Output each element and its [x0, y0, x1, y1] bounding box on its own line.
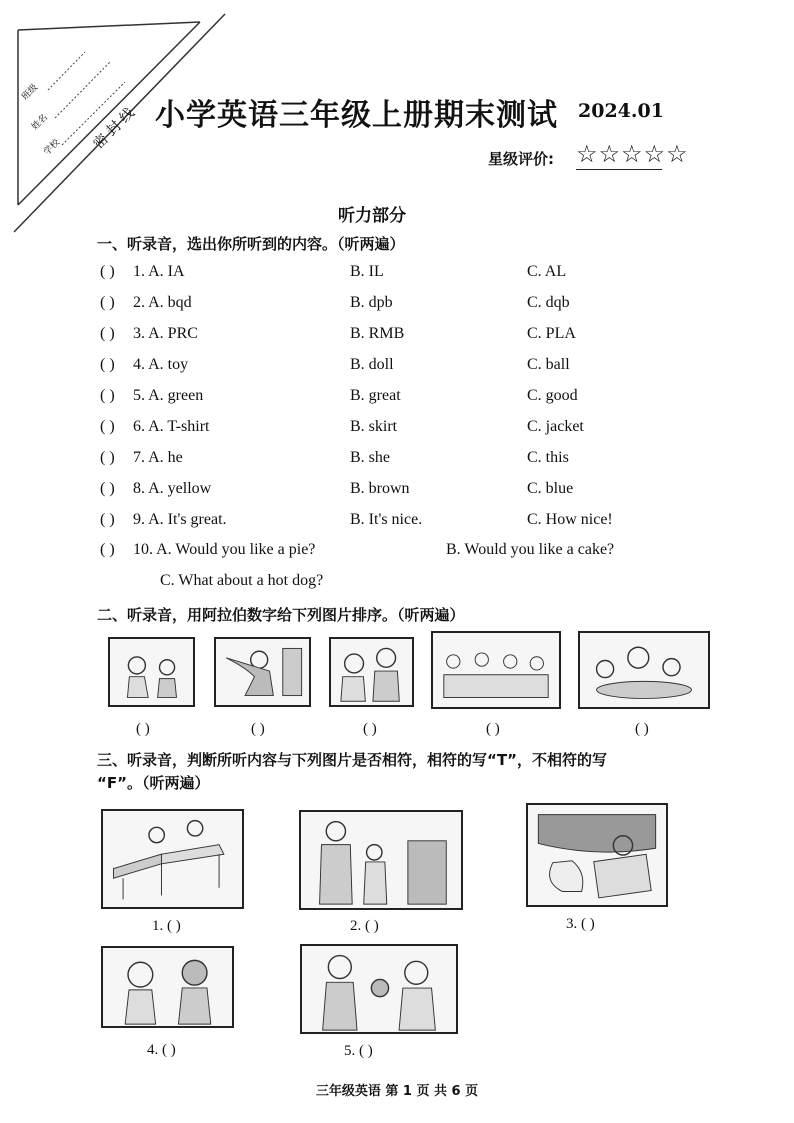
tf-blank-3[interactable]: 3. ( ): [566, 916, 595, 932]
page-footer: 三年级英语 第 1 页 共 6 页: [315, 1084, 479, 1099]
option-a: 2. A. bqd: [133, 294, 192, 311]
order-blank-2[interactable]: ( ): [251, 721, 265, 737]
option-b: B. It's nice.: [350, 511, 423, 528]
option-c: C. blue: [527, 480, 574, 497]
order-blank-1[interactable]: ( ): [136, 721, 150, 737]
answer-blank[interactable]: ( ): [100, 294, 115, 311]
answer-blank[interactable]: ( ): [100, 541, 115, 558]
answer-blank[interactable]: ( ): [100, 263, 115, 280]
question-row: [100, 418, 740, 442]
option-a: 3. A. PRC: [133, 325, 198, 342]
option-c: C. PLA: [527, 325, 576, 342]
option-c: C. this: [527, 449, 569, 466]
class-label: 班级: [20, 82, 40, 103]
section1-heading: 一、听录音，选出你所听到的内容。（听两遍）: [97, 235, 405, 253]
picture-two-girls: [101, 946, 234, 1028]
option-b: B. skirt: [350, 418, 398, 435]
option-a: 6. A. T-shirt: [133, 418, 210, 435]
question-row: [100, 325, 740, 349]
question-row: [100, 480, 740, 504]
listening-section-title: 听力部分: [338, 206, 406, 226]
answer-blank[interactable]: ( ): [100, 480, 115, 497]
option-c: C. dqb: [527, 294, 570, 311]
question-row: [100, 294, 740, 318]
option-b: B. dpb: [350, 294, 393, 311]
order-blank-5[interactable]: ( ): [635, 721, 649, 737]
option-a: 9. A. It's great.: [133, 511, 227, 528]
picture-girl-with-cloth: [214, 637, 311, 707]
picture-family-with-child: [300, 944, 458, 1034]
page-title: 小学英语三年级上册期末测试: [155, 98, 558, 133]
picture-group-scene: [431, 631, 561, 709]
picture-duck-reading: [526, 803, 668, 907]
answer-blank[interactable]: ( ): [100, 387, 115, 404]
rating-label: 星级评价:: [488, 150, 554, 168]
option-b: B. Would you like a cake?: [446, 541, 615, 558]
section2-heading: 二、听录音，用阿拉伯数字给下列图片排序。（听两遍）: [97, 606, 465, 624]
option-c: C. good: [527, 387, 578, 404]
option-b: B. IL: [350, 263, 384, 280]
option-a: 5. A. green: [133, 387, 204, 404]
option-a: 7. A. he: [133, 449, 183, 466]
order-blank-4[interactable]: ( ): [486, 721, 500, 737]
option-b: B. brown: [350, 480, 410, 497]
answer-blank[interactable]: ( ): [100, 356, 115, 373]
answer-blank[interactable]: ( ): [100, 449, 115, 466]
exam-date: 2024.01: [578, 100, 664, 122]
order-blank-3[interactable]: ( ): [363, 721, 377, 737]
tf-blank-2[interactable]: 2. ( ): [350, 918, 379, 934]
question-row: [100, 511, 740, 535]
question-row: [100, 356, 740, 380]
option-b: B. doll: [350, 356, 394, 373]
tf-blank-4[interactable]: 4. ( ): [147, 1042, 176, 1058]
seal-line-text: 密 封 线: [90, 105, 138, 153]
question-row: [100, 449, 740, 473]
picture-boy-and-mother: [329, 637, 414, 707]
picture-classroom-desks: [101, 809, 244, 909]
answer-blank[interactable]: ( ): [100, 325, 115, 342]
name-label: 姓名: [30, 112, 50, 133]
option-b: B. RMB: [350, 325, 405, 342]
picture-kids-talking: [108, 637, 195, 707]
rating-underline: [576, 169, 662, 170]
option-a: 1. A. IA: [133, 263, 185, 280]
question-row: [100, 263, 740, 287]
option-c: C. AL: [527, 263, 567, 280]
section3-heading-line1: 三、听录音，判断所听内容与下列图片是否相符，相符的写“T”，不相符的写: [97, 751, 607, 769]
option-b: B. she: [350, 449, 390, 466]
option-c: C. How nice!: [527, 511, 613, 528]
tf-blank-1[interactable]: 1. ( ): [152, 918, 181, 934]
option-a: 4. A. toy: [133, 356, 189, 373]
option-c: C. jacket: [527, 418, 584, 435]
option-c: C. What about a hot dog?: [160, 572, 324, 589]
school-label: 学校: [42, 137, 62, 158]
option-c: C. ball: [527, 356, 570, 373]
picture-family-street: [299, 810, 463, 910]
picture-animals-party: [578, 631, 710, 709]
section3-heading-line2: “F”。（听两遍）: [97, 774, 210, 792]
rating-stars: ☆☆☆☆☆: [576, 140, 689, 168]
question-row-cont: [100, 572, 740, 596]
option-b: B. great: [350, 387, 401, 404]
question-row: [100, 541, 740, 565]
answer-blank[interactable]: ( ): [100, 418, 115, 435]
option-a: 8. A. yellow: [133, 480, 212, 497]
answer-blank[interactable]: ( ): [100, 511, 115, 528]
question-row: [100, 387, 740, 411]
tf-blank-5[interactable]: 5. ( ): [344, 1043, 373, 1059]
option-a: 10. A. Would you like a pie?: [133, 541, 316, 558]
